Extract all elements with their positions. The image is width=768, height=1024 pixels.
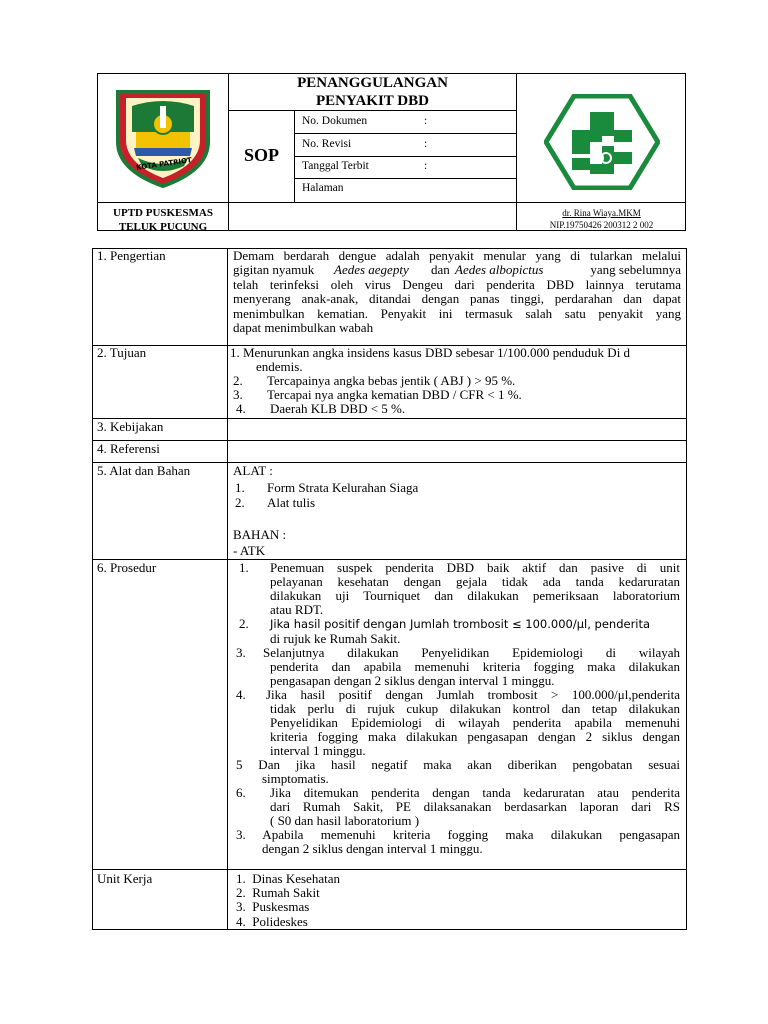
meta-colon: : <box>424 160 428 172</box>
unit-kerja-item: 1. Dinas Kesehatan <box>236 871 340 886</box>
prosedur-num: 1. <box>239 560 249 575</box>
prosedur-line: penderita dan apabila memenuhi kriteria fogging maka dilakukan <box>270 659 680 674</box>
prosedur-line: Jika ditemukan penderita dengan tanda kedaruratan atau penderita <box>270 785 680 800</box>
prosedur-line: Penemuan suspek penderita DBD baik aktif dan pasive di unit <box>270 560 680 575</box>
tujuan-item: Daerah KLB DBD < 5 %. <box>270 401 406 416</box>
unit-kerja-item: 4. Polideskes <box>236 913 308 929</box>
prosedur-line: pengasapan dengan 2 siklus dengan interval 1 minggu. <box>270 673 555 688</box>
prosedur-line: pelayanan kesehatan dengan gejala tidak ada tanda kedaruratan <box>270 574 680 589</box>
prosedur-line: tidak perlu di rujuk cukup dilakukan kontrol dan tetap dilakukan <box>270 701 680 716</box>
header-divider <box>228 110 516 111</box>
prosedur-line: dilakukan uji Tourniquet dan dilakukan pemeriksaan laboratorium <box>270 588 680 603</box>
header-divider <box>294 133 516 134</box>
prosedur-line: simptomatis. <box>262 771 329 786</box>
alat-num: 1. <box>235 480 245 495</box>
header-divider <box>97 202 686 203</box>
alat-item: Alat tulis <box>267 495 316 510</box>
row-label-unit-kerja: Unit Kerja <box>97 871 153 886</box>
bahan-item: - ATK <box>233 543 266 558</box>
meta-label-revisi: No. Revisi <box>302 138 352 150</box>
row-label-alat: 5. Alat dan Bahan <box>97 463 191 478</box>
row-label-kebijakan: 3. Kebijakan <box>97 419 164 434</box>
prosedur-line: ( S0 dan hasil laboratorium ) <box>270 813 420 828</box>
title-line-1: PENANGGULANGAN <box>297 75 448 91</box>
city-logo-banner: KOTA PATRIOT <box>135 156 193 172</box>
table-column-divider <box>227 248 228 930</box>
tujuan-num: 2. <box>233 373 243 388</box>
pengertian-line: menimbulkan kematian. Penyakit ini termasuk salah satu penyakit yang <box>233 305 681 321</box>
meta-label-tanggal: Tanggal Terbit <box>302 160 369 172</box>
meta-label-dokumen: No. Dokumen <box>302 115 368 127</box>
prosedur-num: 2. <box>239 616 249 631</box>
prosedur-line: atau RDT. <box>270 602 324 617</box>
pengertian-line <box>233 263 681 277</box>
row-label-prosedur: 6. Prosedur <box>97 560 157 575</box>
prosedur-line: 5 Dan jika hasil negatif maka akan diberikan pengobatan sesuai <box>236 757 680 772</box>
row-label-tujuan: 2. Tujuan <box>97 345 147 360</box>
pengertian-fragment: gigitan nyamuk <box>233 262 315 278</box>
meta-label-halaman: Halaman <box>302 182 344 194</box>
prosedur-line: kriteria fogging maka dilakukan pengasapan dengan 2 siklus dengan <box>270 729 680 744</box>
unit-kerja-list <box>236 872 340 929</box>
sop-label: SOP <box>243 145 279 165</box>
row-divider <box>92 440 687 441</box>
pengertian-text <box>233 249 681 335</box>
puskesmas-logo <box>544 94 660 190</box>
pengertian-fragment: yang sebelumnya <box>590 262 681 278</box>
org-line-1: UPTD PUSKESMAS <box>113 207 213 219</box>
prosedur-num: 3. <box>236 645 246 660</box>
unit-kerja-item: 2. Rumah Sakit <box>236 885 320 901</box>
pengertian-line: telah terinfeksi oleh virus Dengeu dari penderita DBD lainnya terutama <box>233 276 681 292</box>
meta-colon: : <box>424 115 428 127</box>
tujuan-item: 1. Menurunkan angka insidens kasus DBD sebesar 1/100.000 penduduk Di d <box>230 346 631 360</box>
title-line-2: PENYAKIT DBD <box>316 93 429 109</box>
alat-num: 2. <box>235 495 245 510</box>
meta-colon: : <box>424 138 428 150</box>
org-line-2: TELUK PUCUNG <box>118 221 208 233</box>
prosedur-line: interval 1 minggu. <box>270 743 366 758</box>
document-title <box>229 74 516 110</box>
alat-heading: ALAT : <box>233 463 273 478</box>
header-divider <box>294 178 516 179</box>
tujuan-item: Tercapainya angka bebas jentik ( ABJ ) > 95 %. <box>267 373 516 388</box>
tujuan-item-cont: endemis. <box>256 359 303 374</box>
prosedur-line: Jika hasil positif dengan Jumlah trombosit > 100.000/μl,penderita <box>266 687 680 702</box>
pengertian-fragment: dan <box>431 262 450 278</box>
tujuan-num: 4. <box>236 401 246 416</box>
prosedur-line: Jika hasil positif dengan Jumlah trombosit ≤ 100.000/μl, penderita <box>270 617 651 631</box>
bahan-heading: BAHAN : <box>233 527 287 542</box>
row-divider <box>92 869 687 870</box>
organization-name <box>98 206 228 234</box>
row-divider <box>92 418 687 419</box>
pengertian-line: menyerang anak-anak, ditandai dengan panas tinggi, perdarahan dan dapat <box>233 291 681 307</box>
species-albopictus: Aedes albopictus <box>455 262 544 278</box>
row-label-referensi: 4. Referensi <box>97 441 160 456</box>
species-aegepty: Aedes aegepty <box>334 262 409 278</box>
prosedur-line: 3. Apabila memenuhi kriteria fogging maka dilakukan pengasapan <box>236 827 680 842</box>
prosedur-line: dari Rumah Sakit, PE dilaksanakan berdasarkan laporan dari RS <box>270 799 680 814</box>
prosedur-line: di rujuk ke Rumah Sakit. <box>270 631 401 646</box>
prosedur-line: dengan 2 siklus dengan interval 1 minggu. <box>262 841 483 856</box>
prosedur-num: 6. <box>236 785 246 800</box>
tujuan-num: 3. <box>233 387 243 402</box>
prosedur-line: Selanjutnya dilakukan Penyelidikan Epidemiologi di wilayah <box>263 645 680 660</box>
pengertian-line: dapat menimbulkan wabah <box>233 320 374 336</box>
signer-nip: NIP.19750426 200312 2 002 <box>549 220 654 230</box>
alat-item: Form Strata Kelurahan Siaga <box>267 480 419 495</box>
unit-kerja-item: 3. Puskesmas <box>236 899 310 915</box>
row-label-pengertian: 1. Pengertian <box>97 248 166 263</box>
header-divider <box>294 156 516 157</box>
signer-block <box>517 207 686 231</box>
city-logo <box>112 86 214 190</box>
prosedur-num: 4. <box>236 687 246 702</box>
pengertian-line: Demam berdarah dengue adalah penyakit menular yang di tularkan melalui <box>233 248 681 263</box>
prosedur-line: Penyelidikan Epidemiologi di wilayah penderita apabila memenuhi <box>270 715 680 730</box>
tujuan-item: Tercapai nya angka kematian DBD / CFR < 1 %. <box>267 387 522 402</box>
signer-name: dr. Rina Wiaya.MKM <box>562 208 641 218</box>
